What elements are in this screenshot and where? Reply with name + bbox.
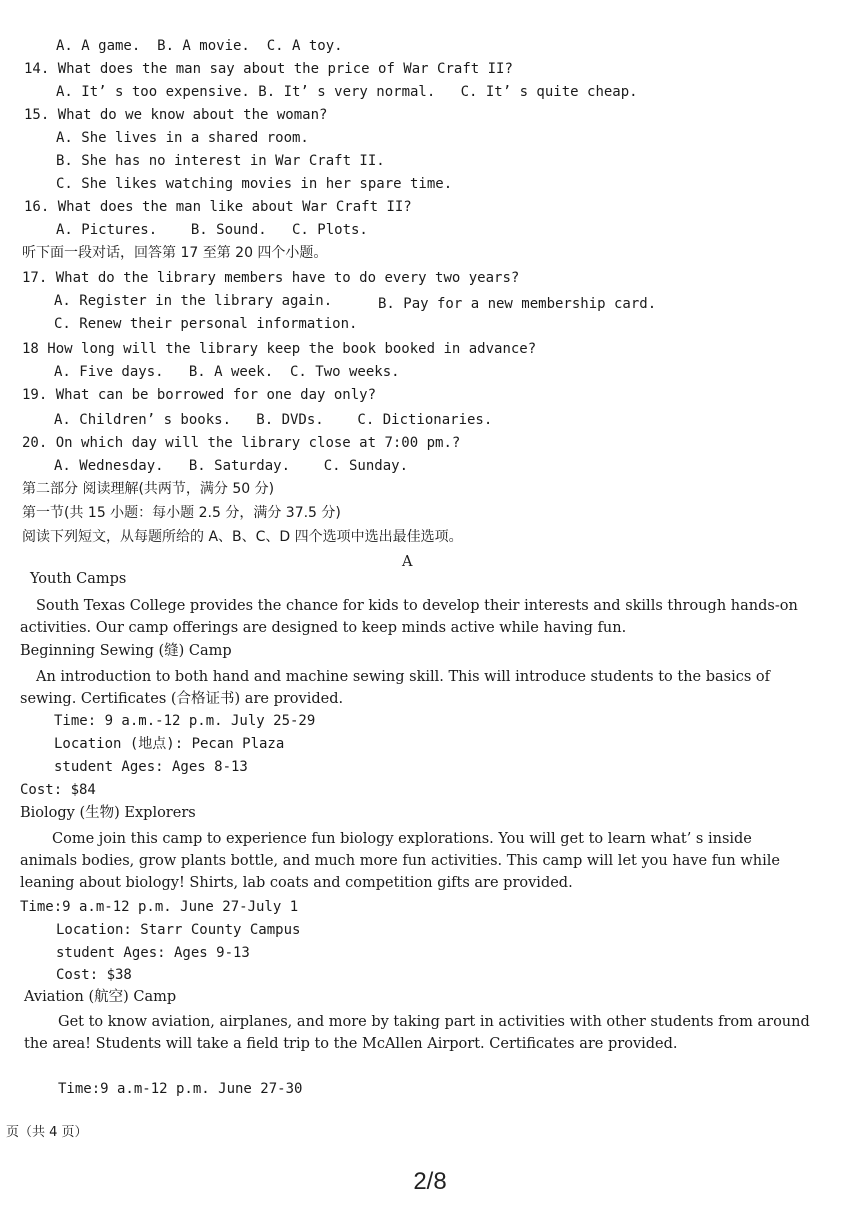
q20-question xyxy=(22,434,460,452)
section-one-title: 第一节(共 15 小题：每小题 2.5 分，满分 37.5 分) xyxy=(22,505,341,521)
q19-options: A. Children’ s books. B. DVDs. C. Dictionaries. xyxy=(54,412,493,428)
q17-option-b: B. Pay for a new membership card. xyxy=(378,296,657,312)
q16-text: What does the man like about War Craft II? xyxy=(57,199,412,215)
page-counter: 2/8 xyxy=(413,1168,447,1195)
camp-2-description: Come join this camp to experience fun biology explorations. You will get to learn what’ s inside animals bodies, grow plants bottle, and much more fun activities. This camp will let you have fun while leaning about biology! Shirts, lab coats and competition gifts are provided. xyxy=(20,831,780,891)
q17-option-c: C. Renew their personal information. xyxy=(54,316,358,332)
q15-question xyxy=(24,106,327,124)
q15-option-b: B. She has no interest in War Craft II. xyxy=(56,153,385,169)
passage-label: A xyxy=(402,554,413,570)
q14-text: What does the man say about the price of War Craft II? xyxy=(57,61,513,77)
q15-option-a: A. She lives in a shared room. xyxy=(56,130,309,146)
q15-text: What do we know about the woman? xyxy=(57,107,328,123)
q18-number: 18 xyxy=(22,341,39,357)
q17-option-a: A. Register in the library again. xyxy=(54,293,333,309)
q19-question xyxy=(22,386,376,404)
passage-title: Youth Camps xyxy=(30,571,127,587)
q18-text: How long will the library keep the book booked in advance? xyxy=(47,341,537,357)
q20-text: On which day will the library close at 7:00 pm.? xyxy=(55,435,461,451)
camp-2-time: Time:9 a.m-12 p.m. June 27-July 1 xyxy=(20,899,299,915)
instruction-17-20: 听下面一段对话，回答第 17 至第 20 四个小题。 xyxy=(22,245,328,261)
q17-number: 17. xyxy=(22,270,48,286)
camp-1-name: Beginning Sewing (缝) Camp xyxy=(20,643,232,659)
q19-number: 19. xyxy=(22,387,48,403)
part-two-title: 第二部分 阅读理解(共两节，满分 50 分) xyxy=(22,481,275,497)
q14-options: A. It’ s too expensive. B. It’ s very normal. C. It’ s quite cheap. xyxy=(56,84,638,100)
q15-number: 15. xyxy=(24,107,50,123)
camp-1-time: Time: 9 a.m.-12 p.m. July 25-29 xyxy=(54,713,316,729)
q16-number: 16. xyxy=(24,199,50,215)
q19-text: What can be borrowed for one day only? xyxy=(55,387,377,403)
camp-3-description: Get to know aviation, airplanes, and more by taking part in activities with other students from around the area! Students will take a field trip to the McAllen Airport. Certificates are provided. xyxy=(24,1014,810,1052)
q20-options: A. Wednesday. B. Saturday. C. Sunday. xyxy=(54,458,409,474)
q20-number: 20. xyxy=(22,435,48,451)
camp-2-cost: Cost: $38 xyxy=(56,967,132,983)
q13-options: A. A game. B. A movie. C. A toy. xyxy=(56,38,343,54)
q17-text: What do the library members have to do every two years? xyxy=(55,270,520,286)
q15-option-c: C. She likes watching movies in her spare time. xyxy=(56,176,453,192)
camp-1-cost: Cost: $84 xyxy=(20,782,96,798)
reading-instruction: 阅读下列短文，从每题所给的 A、B、C、D 四个选项中选出最佳选项。 xyxy=(22,529,463,545)
camp-1-description: An introduction to both hand and machine sewing skill. This will introduce students to the basics of sewing. Certificates (合格证书) are provided. xyxy=(20,669,770,707)
camp-3-time: Time:9 a.m-12 p.m. June 27-30 xyxy=(58,1081,303,1097)
passage-intro: South Texas College provides the chance for kids to develop their interests and skills through hands-on activities. Our camp offerings are designed to keep minds active while having fun. xyxy=(20,598,798,636)
camp-2-ages: student Ages: Ages 9-13 xyxy=(56,945,250,961)
q14-number: 14. xyxy=(24,61,50,77)
camp-3-name: Aviation (航空) Camp xyxy=(24,989,177,1005)
q18-question xyxy=(22,340,536,358)
page-footer-info: 页（共 4 页） xyxy=(6,1125,88,1140)
camp-2-location: Location: Starr County Campus xyxy=(56,922,301,938)
q17-question xyxy=(22,269,519,287)
q16-question xyxy=(24,198,412,216)
camp-1-location: Location (地点): Pecan Plaza xyxy=(54,736,285,752)
q16-options: A. Pictures. B. Sound. C. Plots. xyxy=(56,222,368,238)
camp-1-ages: student Ages: Ages 8-13 xyxy=(54,759,248,775)
camp-2-name: Biology (生物) Explorers xyxy=(20,805,196,821)
q18-options: A. Five days. B. A week. C. Two weeks. xyxy=(54,364,400,380)
q14-question xyxy=(24,60,513,78)
